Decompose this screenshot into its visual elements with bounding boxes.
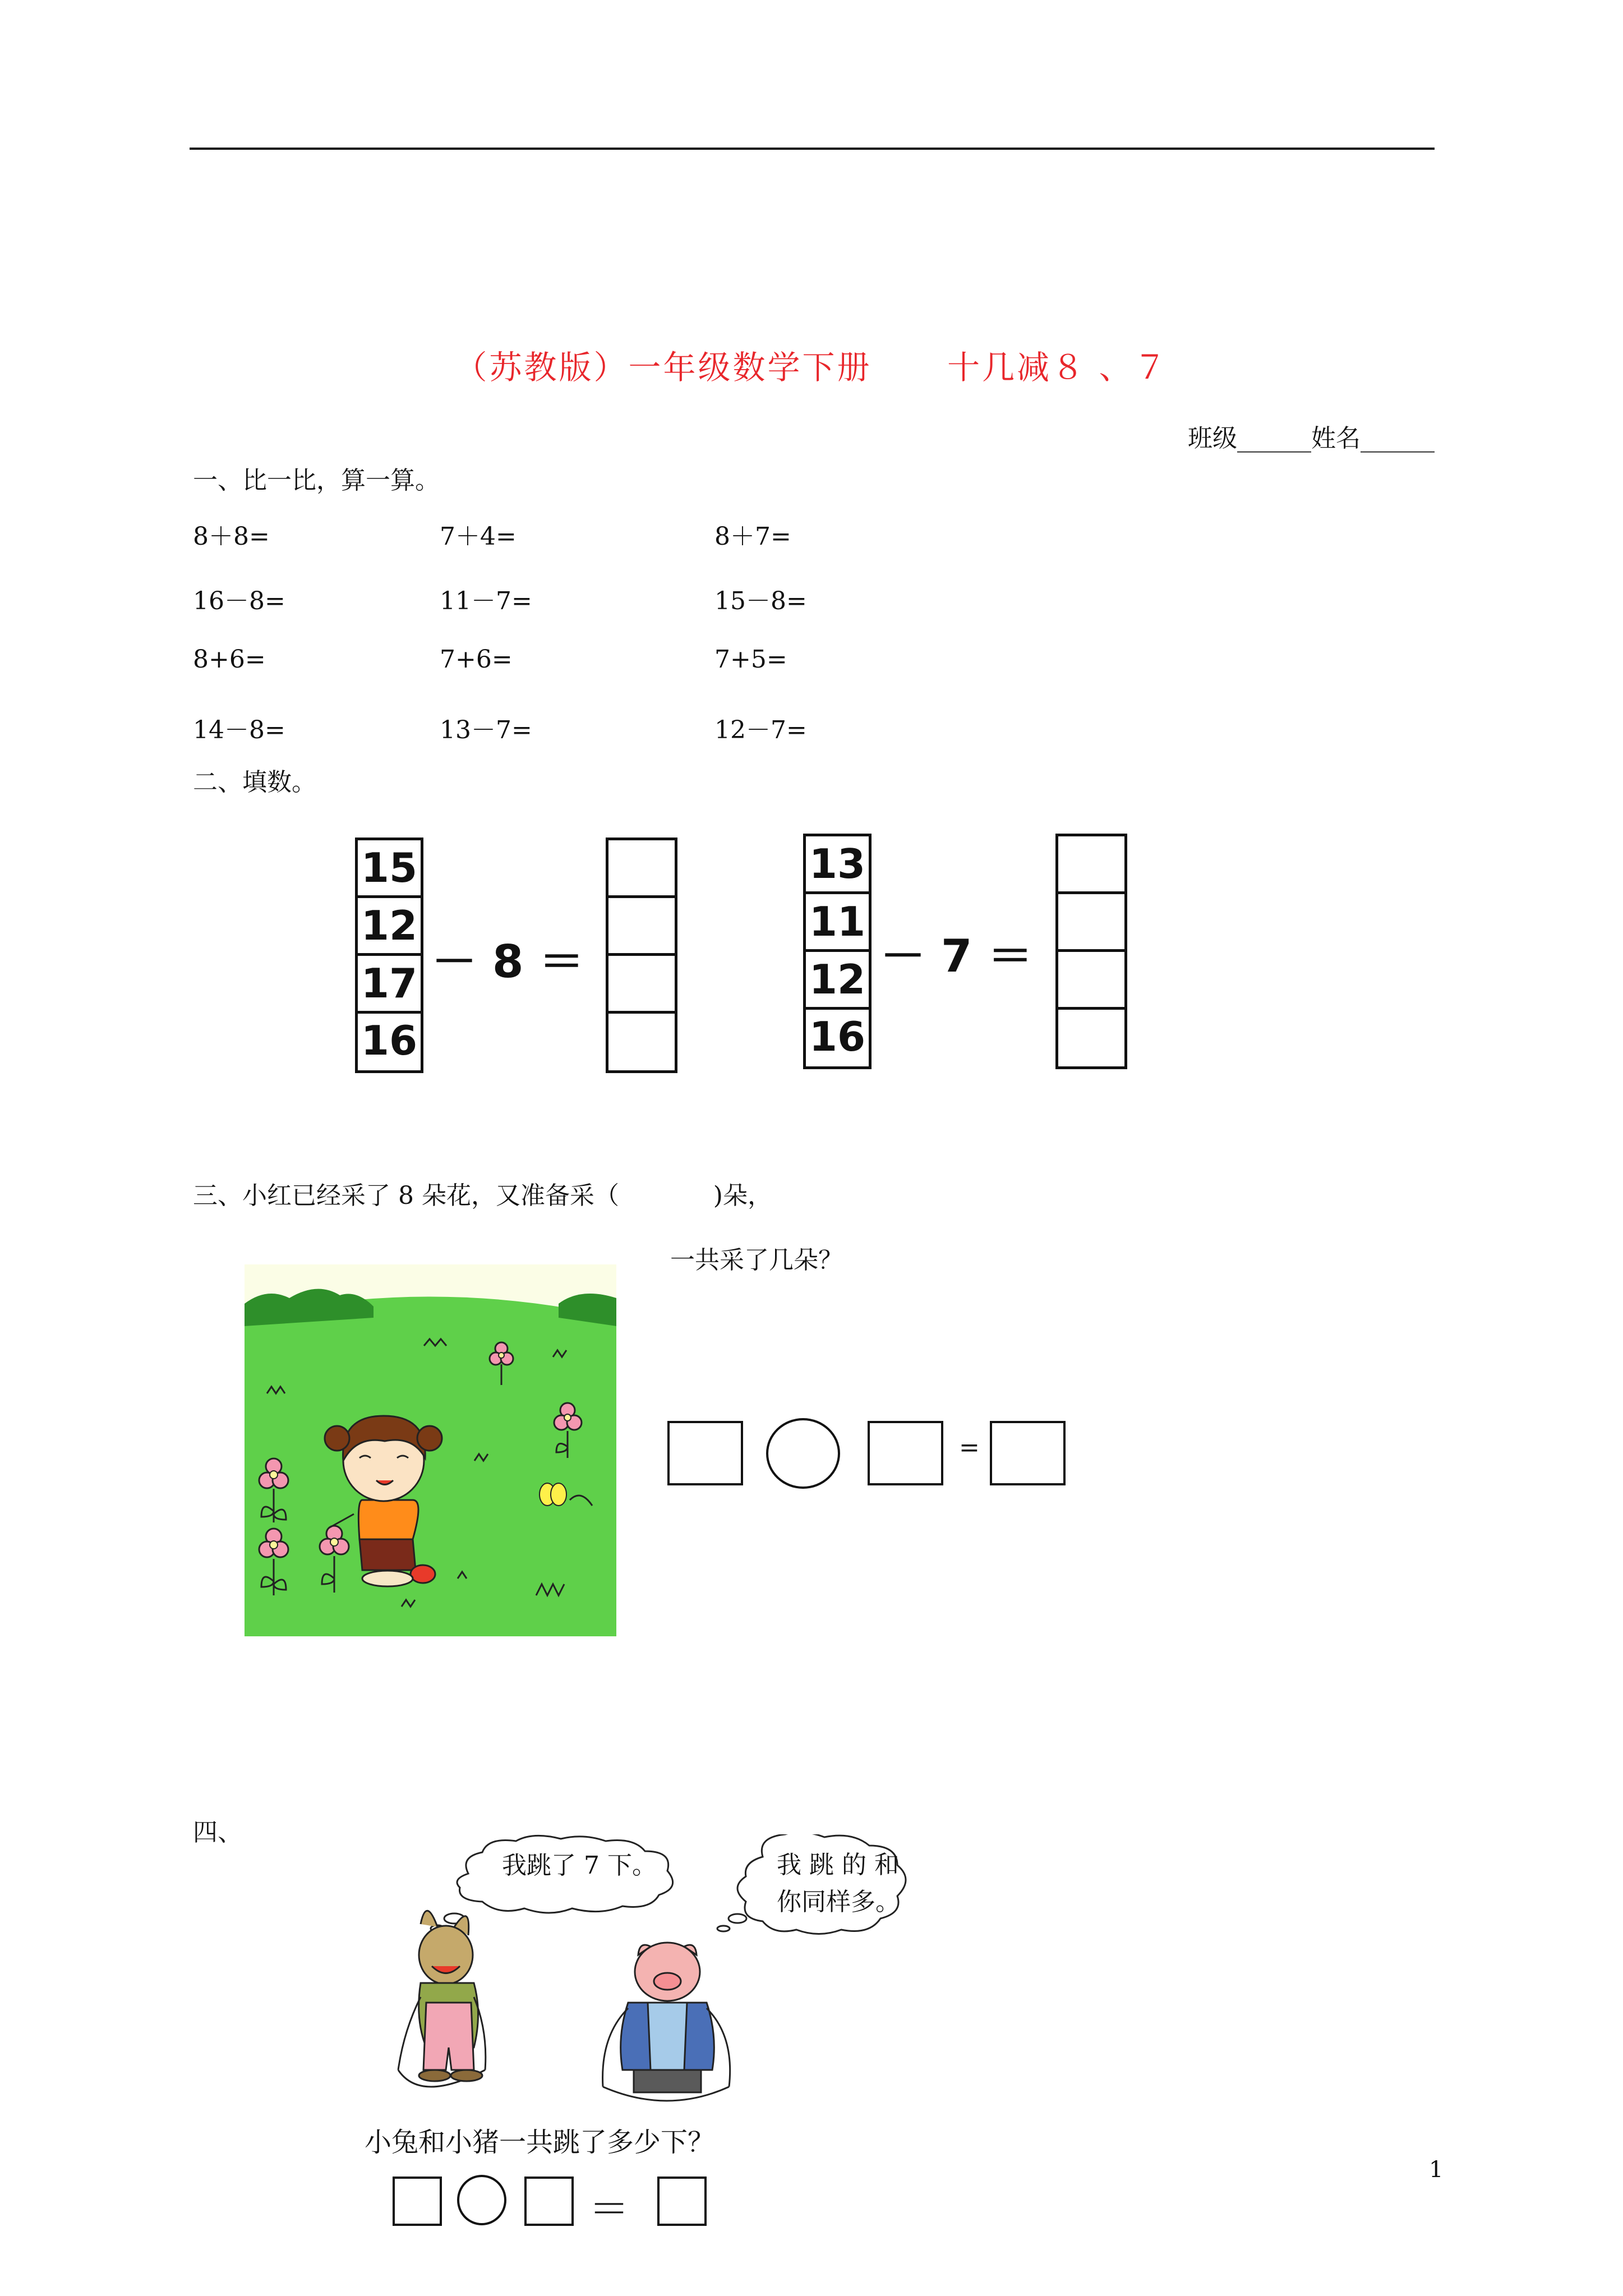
equals-sign: = [959,1433,980,1462]
answer-box[interactable] [657,2177,707,2226]
section1-heading: 一、比一比，算一算。 [193,466,440,495]
answer-box[interactable] [868,1421,943,1485]
rabbit-speech: 我跳了 7 下。 [502,1851,657,1880]
class-name-line: 班级______姓名______ [1188,424,1435,453]
equation: 7＋4= [440,522,517,551]
operator-circle[interactable] [457,2175,506,2225]
operator-circle[interactable] [766,1418,840,1489]
equation: 12－7= [714,716,807,744]
answer-box[interactable] [393,2177,442,2226]
stack-number: 15 [358,840,421,898]
equation: 8＋7= [714,522,791,551]
stack-number: 12 [358,898,421,956]
header-rule [190,148,1435,150]
answer-cell[interactable] [608,1014,675,1068]
equation: 7+6= [440,645,513,674]
operator-minus-8: － 8 ＝ [432,936,584,988]
equation: 13－7= [440,716,532,744]
section4-heading: 四、 [193,1818,242,1847]
number-stack-left [355,838,423,1073]
answer-cell[interactable] [608,840,675,898]
answer-cell[interactable] [1058,836,1124,894]
answer-cell[interactable] [1058,1010,1124,1064]
equals-sign: ＝ [589,2185,630,2233]
answer-box[interactable] [990,1421,1066,1485]
operator-minus-7: － 7 ＝ [880,930,1033,982]
answer-cell[interactable] [608,956,675,1014]
stack-number: 12 [806,952,869,1010]
equation: 7+5= [714,645,787,674]
answer-stack-left[interactable] [606,838,677,1073]
stack-number: 16 [809,1013,866,1060]
section3-question: 一共采了几朵？ [670,1246,843,1274]
answer-box[interactable] [524,2177,574,2226]
equation: 8＋8= [193,522,270,551]
page-title: （苏教版）一年级数学下册 十几减８ 、７ [454,348,1169,386]
equation: 14－8= [193,716,285,744]
answer-cell[interactable] [608,898,675,956]
answer-cell[interactable] [1058,894,1124,952]
page-number: 1 [1429,2157,1444,2183]
section3-heading: 三、小红已经采了 8 朵花，又准备采（ )朵， [193,1181,772,1210]
pig-speech-line2: 你同样多。 [777,1888,900,1916]
section4-question: 小兔和小猪一共跳了多少下？ [365,2127,715,2158]
equation: 16－8= [193,587,285,615]
number-stack-right [803,834,872,1069]
answer-box[interactable] [667,1421,743,1485]
stack-number: 13 [806,836,869,894]
equation: 8+6= [193,645,266,674]
section2-heading: 二、填数。 [193,768,316,797]
stack-number: 11 [806,894,869,952]
answer-cell[interactable] [1058,952,1124,1010]
stack-number: 16 [361,1017,418,1064]
equation: 11－7= [440,587,532,615]
equation: 15－8= [714,587,807,615]
answer-stack-right[interactable] [1055,834,1127,1069]
pig-speech-line1: 我 跳 的 和 [777,1851,899,1879]
girl-picking-flowers-illustration [245,1264,616,1636]
stack-number: 17 [358,956,421,1014]
